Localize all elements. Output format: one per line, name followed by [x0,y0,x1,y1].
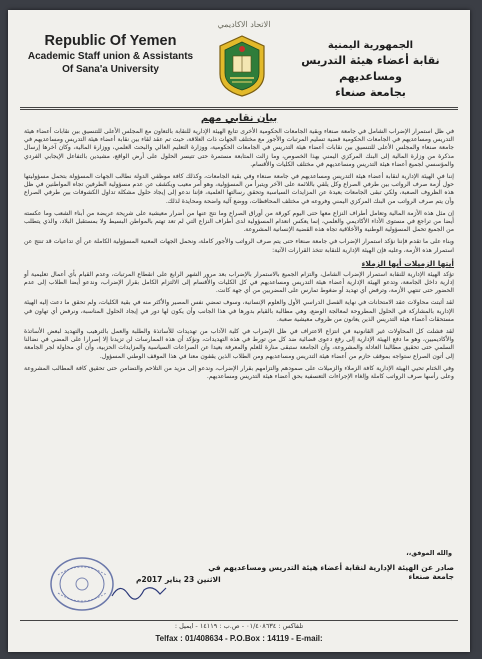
closing-line: والله الموفق،، [406,549,452,557]
logo-caption: الاتحاد الاكاديمي [217,20,271,29]
footer-contact-arabic: تلفاكس : ٠١/٤٠٨٦٣٤ - ص.ب : ١٤١١٩ - ايميل : [174,622,304,630]
letterhead [8,10,470,108]
letterhead-arabic [283,38,458,101]
letterhead-ar-line2: نقابة أعضاء هيئة التدريس ومساعديهم [301,54,440,83]
letterhead-ar-line3: بجامعة صنعاء [335,86,406,99]
letterhead-ar-line1: الجمهورية اليمنية [327,40,414,51]
union-stamp-seal [48,555,116,613]
letterhead-en-line2: Academic Staff union & Assistants [27,51,194,62]
paragraph: في ظل استمرار الإضراب الشامل في جامعة صنعاء وبقية الجامعات الحكومية الأخرى تتابع الهيئة الإدارية للنقابة بالتعاون مع المجلس الأعلى للتنسيق بين نقابات أعضاء هيئة التدريس ومساعديهم في الجامعات الحكومية قضية تسليم المرتبات والأجور مع مختلف الجهات ذات العلاقة، حيث تم عقد لقاء بين نقابة أعضاء هيئة التدريس ومساعديهم في جامعة صنعاء والمجلس الأعلى للتنسيق بين نقابات أعضاء هيئة التدريس في الجامعات الحكومية، ووزارة التعليم العالي والبحث العلمي، ووزارة المالية، وكان آخرها إرسال مذكرة من وزارة المالية إلى البنك المركزي اليمني بهذا الخصوص، وما زالت المتابعة مستمرة حتى تتيسر الحلول على أرض الواقع، مشيدين بالتفاعل الإيجابي الفردي والمؤسسي لجميع أعضاء هيئة التدريس ومساعديهم في مختلف الكليات والأقسام. [24,128,454,168]
statement-title: بيان نقابي مهم [200,113,278,124]
footer-divider [20,620,458,621]
issuer-line: صادر عن الهيئة الإدارية لنقابة أعضاء هيئة التدريس ومساعديهم في جامعة صنعاء [208,563,454,581]
letterhead-english [18,32,203,76]
footer-contact-english: Telfax : 01/408634 - P.O.Box : 14119 - E-mail: [155,634,323,643]
paragraph: وفي الختام تحيي الهيئة الإدارية كافة الزملاء والزميلات على صمودهم والتزامهم بقرار الإضراب، وندعو إلى مزيد من التلاحم والتضامن حتى تحقيق كافة المطالب المشروعة وعلى رأسها صرف الرواتب كاملة وإلغاء الإجراءات التعسفية بحق أعضاء هيئة التدريس ومساعديهم. [24,364,454,381]
header-divider [20,107,458,108]
section-subheading: أيتها الزميلات أيها الزملاء [361,258,454,268]
letter-sheet [8,10,470,652]
paragraph: إن مثل هذه الأزمة المالية وتعامل أطراف النزاع معها حتى اليوم كورقة من أوراق الصراع وما نتج عنها من أضرار معيشية على شريحة عريضة من أبناء الشعب وما عكسته أيضا من تراجع في مستوى الأداء الأكاديمي والعلمي، إنما يعكس انعدام المسؤولية لدى أطراف النزاع التي لم تعد تهتم بالمواطن البسيط ولا بمستقبل البلاد، والذي يتطلب من الجميع تحمل المسؤولية الوطنية والأخلاقية تجاه هذه القضية الإنسانية المشروعة. [24,209,454,234]
paragraph: وبناء على ما تقدم فإننا نؤكد استمرار الإضراب في جامعة صنعاء حتى يتم صرف الرواتب والأجور كاملة، ونحمل الجهات المعنية المسؤولية الكاملة عن أي تداعيات قد تنتج عن استمرار هذه الأزمة، وعليه فإن الهيئة الإدارية للنقابة تتخذ القرارات الآتية: [24,238,454,254]
paragraph: لقد أثبتت محاولات عقد الامتحانات في نهاية الفصل الدراسي الأول والعلوم الإنسانية، وسوف تمضي نفس المصير والأكثر منه في بقية الكليات، ولم تحقق ما دعت إليه الهيئة الإدارية بالمشاركة في الحلول المطروحة لمعالجة الوضع، وهي مطالبة بالقيام بدورها في هذا الجانب وأن يكون لها دور في إيجاد الحلول المناسبة، ونرفض أي تهاون في مستحقات أعضاء هيئة التدريس الذين يعانون من ظروف معيشية صعبة. [24,299,454,323]
header-divider-thin [20,109,458,110]
letterhead-en-line1: Republic Of Yemen [44,33,177,49]
paragraph: تؤكد الهيئة الإدارية للنقابة استمرار الإضراب الشامل، والتزام الجميع بالاستمرار بالإضراب بعد مرور الشهر الرابع على انقطاع المرتبات، وعدم القيام بأي أعمال تعليمية أو إدارية داخل الجامعة، وتدعو الهيئة الإدارية أعضاء هيئة التدريس ومساعديهم في كل الكليات والأقسام إلى الالتزام الكامل بقرار الإضراب، وندعو أيضا الطلاب إلى عدم الحضور حتى تنتهي الأزمة، وترفض أي تهديد أو ضغوط تمارس على المضربين من أي جهة كانت. [24,270,454,295]
letterhead-en-line3: Of Sana'a University [62,64,159,75]
statement-body [24,128,454,385]
issue-date: الاثنين 23 يناير 2017م [136,575,221,584]
paragraph: لقد فشلت كل المحاولات غير القانونية في انتزاع الاعتراف في ظل الإضراب في كلية الآداب من تهديدات للأساتذة والطلبة والعمل بالترهيب والتهديد لبعض الأساتذة والأكاديميين، وهو ما دفع الهيئة الإدارية إلى رفع دعوى قضائية ضد كل من تورط في هذه التهديدات، ونؤكد أن هذه الممارسات لن تزيدنا إلا إصرارا على المضي في نضالنا السلمي حتى تحقيق مطالبنا العادلة والمشروعة، وأن الجامعة ستبقى منارة للعلم والمعرفة بعيدا عن الصراعات السياسية والمزايدات الحزبية، وأن أي محاولة لجر الجامعة إلى أتون الصراع ستواجه بموقف حازم من أعضاء هيئة التدريس ومساعديهم ومن الطلاب الذين يقفون معنا في هذا الموقف الوطني المسؤول. [24,328,454,360]
union-emblem-logo [216,34,268,98]
paragraph: إننا في الهيئة الإدارية لنقابة أعضاء هيئة التدريس ومساعديهم في جامعة صنعاء وفي بقية الجامعات، وكذلك كافة موظفي الدولة نطالب الجهات المسؤولة بتحمل مسؤوليتها حول أزمة صرف الرواتب بين طرفي الصراع وكل يلقي باللائمة على الآخر ويتبرأ من المسؤولية، وهو أمر معيب ويكشف عن عدم مسؤولية الطرفين تجاه المواطنين في ظل هذه الظروف الصعبة، ولكي تبقى الجامعات بعيدة عن المزايدات السياسية وتحقق رسالتها العلمية، فإننا ندعو إلى إيجاد حلول مشكلة تداول الكشوفات بين طرفي الصراع وأن يتم صرف الرواتب من البنك المركزي اليمني وفروعه في مختلف المحافظات، ووضع آلية واضحة ومحايدة لذلك. [24,173,454,205]
